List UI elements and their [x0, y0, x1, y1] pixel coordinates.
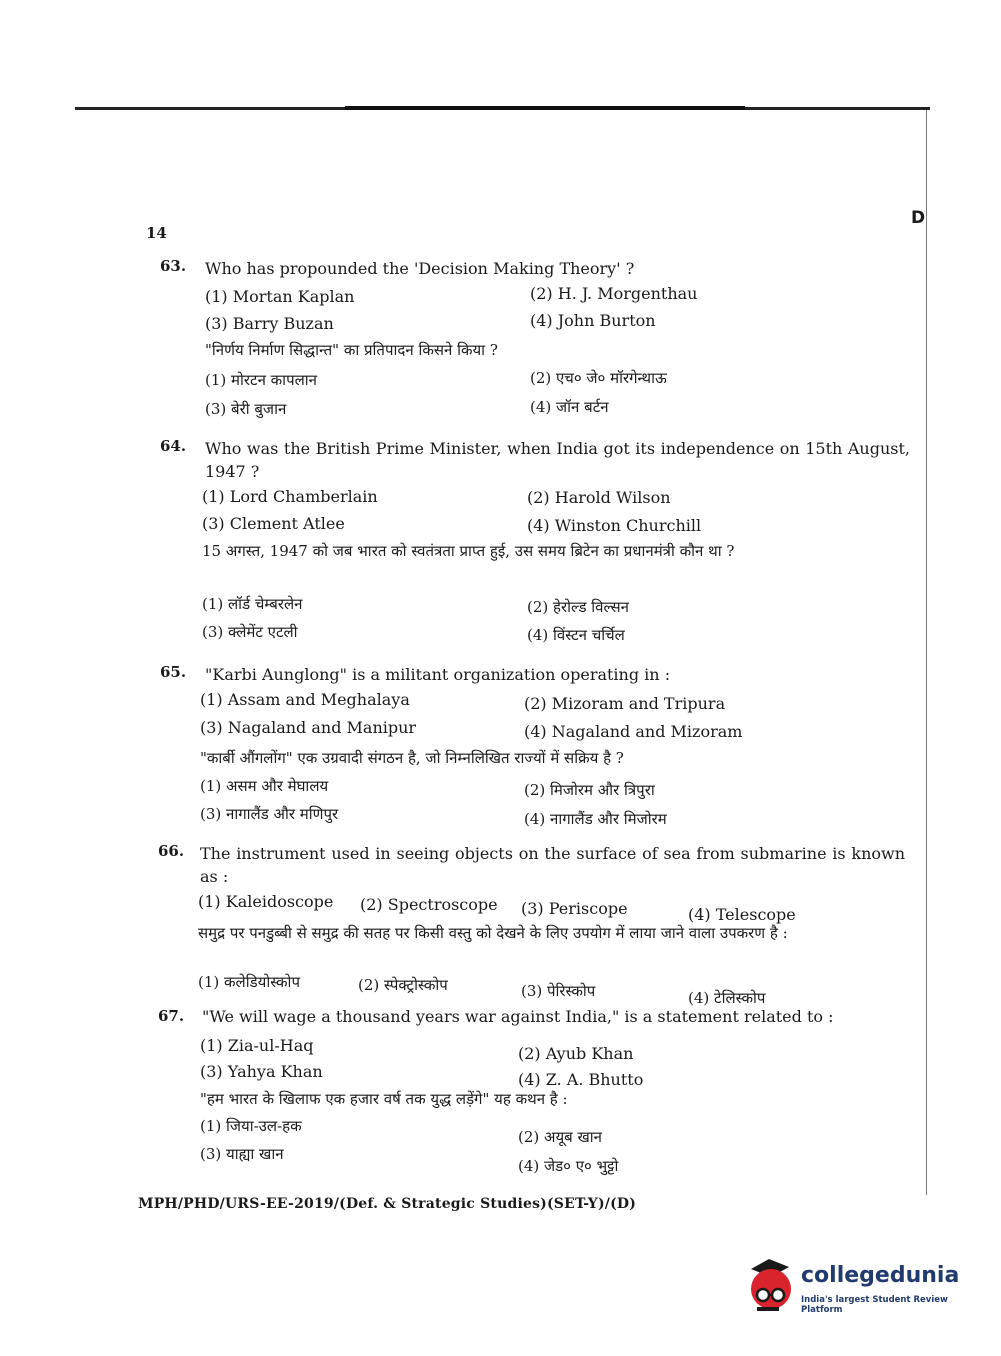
- option-en-3: (3) Nagaland and Manipur: [200, 718, 417, 737]
- question-text-en: Who was the British Prime Minister, when India got its independence on 15th August, 1947 ?: [205, 439, 910, 481]
- option-en-1: (1) Kaleidoscope: [198, 892, 334, 911]
- question-number: 64.: [160, 437, 187, 455]
- question-text-en: Who has propounded the 'Decision Making Theory' ?: [205, 259, 635, 278]
- option-hi-3: (3) बेरी बुजान: [205, 400, 287, 418]
- option-hi-2: (2) स्पेक्ट्रोस्कोप: [358, 976, 448, 994]
- option-en-3: (3) Yahya Khan: [200, 1062, 323, 1081]
- question-text-en: "Karbi Aunglong" is a militant organization operating in :: [205, 665, 671, 684]
- option-hi-2: (2) अयूब खान: [518, 1128, 602, 1146]
- question-text-hi: समुद्र पर पनडुब्बी से समुद्र की सतह पर किसी वस्तु को देखने के लिए उपयोग में लाया जाने वाला उपकरण है :: [198, 924, 788, 942]
- option-hi-2: (2) एच० जे० मॉरगेन्थाऊ: [530, 369, 667, 387]
- option-hi-4: (4) जेड० ए० भुट्टो: [518, 1157, 619, 1175]
- option-hi-3: (3) पेरिस्कोप: [521, 982, 596, 1000]
- option-hi-1: (1) कलेडियोस्कोप: [198, 973, 300, 991]
- option-en-4: (4) Z. A. Bhutto: [518, 1070, 644, 1089]
- option-en-2: (2) Ayub Khan: [518, 1044, 634, 1063]
- option-en-3: (3) Periscope: [521, 899, 628, 918]
- option-hi-1: (1) मोरटन कापलान: [205, 371, 317, 389]
- option-en-1: (1) Zia-ul-Haq: [200, 1036, 314, 1055]
- question-text-en: The instrument used in seeing objects on the surface of sea from submarine is known as :: [200, 844, 905, 886]
- option-hi-1: (1) असम और मेघालय: [200, 777, 329, 795]
- option-en-4: (4) Winston Churchill: [527, 516, 702, 535]
- question-number: 67.: [158, 1007, 185, 1025]
- option-hi-4: (4) नागालैंड और मिजोरम: [524, 810, 667, 828]
- option-hi-1: (1) जिया-उल-हक: [200, 1117, 302, 1135]
- page-number: 14: [146, 224, 167, 242]
- option-en-1: (1) Mortan Kaplan: [205, 287, 355, 306]
- option-hi-3: (3) नागालैंड और मणिपुर: [200, 805, 339, 823]
- option-en-3: (3) Barry Buzan: [205, 314, 334, 333]
- option-en-4: (4) Nagaland and Mizoram: [524, 722, 743, 741]
- option-en-4: (4) Telescope: [688, 905, 796, 924]
- option-en-2: (2) Mizoram and Tripura: [524, 694, 726, 713]
- question-text-en: "We will wage a thousand years war against India," is a statement related to :: [202, 1007, 834, 1026]
- option-en-2: (2) H. J. Morgenthau: [530, 284, 698, 303]
- option-en-1: (1) Assam and Meghalaya: [200, 690, 410, 709]
- question-text-hi: "निर्णय निर्माण सिद्धान्त" का प्रतिपादन किसने किया ?: [205, 341, 498, 359]
- question-number: 65.: [160, 663, 187, 681]
- option-en-2: (2) Spectroscope: [360, 895, 498, 914]
- option-hi-3: (3) क्लेमेंट एटली: [202, 623, 298, 641]
- option-hi-4: (4) विंस्टन चर्चिल: [527, 626, 625, 644]
- option-hi-3: (3) याह्या खान: [200, 1145, 284, 1163]
- question-text-hi: "कार्बी औंगलोंग" एक उग्रवादी संगठन है, जो निम्नलिखित राज्यों में सक्रिय है ?: [200, 749, 624, 767]
- option-hi-1: (1) लॉर्ड चेम्बरलेन: [202, 595, 303, 613]
- question-number: 66.: [158, 842, 185, 860]
- question-text-hi: 15 अगस्त, 1947 को जब भारत को स्वतंत्रता प्राप्त हुई, उस समय ब्रिटेन का प्रधानमंत्री कौन था ?: [202, 542, 735, 560]
- option-hi-4: (4) टेलिस्कोप: [688, 989, 766, 1007]
- question-text-hi: "हम भारत के खिलाफ एक हजार वर्ष तक युद्ध लड़ेंगे" यह कथन है :: [200, 1090, 568, 1108]
- option-hi-4: (4) जॉन बर्टन: [530, 398, 609, 416]
- option-hi-2: (2) मिजोरम और त्रिपुरा: [524, 781, 655, 799]
- option-hi-2: (2) हेरोल्ड विल्सन: [527, 598, 629, 616]
- watermark-tagline: India's largest Student Review Platform: [801, 1295, 948, 1315]
- question-number: 63.: [160, 257, 187, 275]
- option-en-1: (1) Lord Chamberlain: [202, 487, 378, 506]
- set-letter: D: [911, 208, 926, 228]
- collegedunia-watermark: [745, 1255, 970, 1315]
- top-rule-thick: [345, 106, 745, 110]
- option-en-3: (3) Clement Atlee: [202, 514, 345, 533]
- collegedunia-logo-icon: [745, 1255, 799, 1315]
- watermark-name: collegedunia: [801, 1263, 960, 1288]
- option-en-4: (4) John Burton: [530, 311, 656, 330]
- right-margin-rule: [926, 110, 927, 1195]
- option-en-2: (2) Harold Wilson: [527, 488, 671, 507]
- paper-code-footer: MPH/PHD/URS-EE-2019/(Def. & Strategic Studies)(SET-Y)/(D): [138, 1196, 637, 1212]
